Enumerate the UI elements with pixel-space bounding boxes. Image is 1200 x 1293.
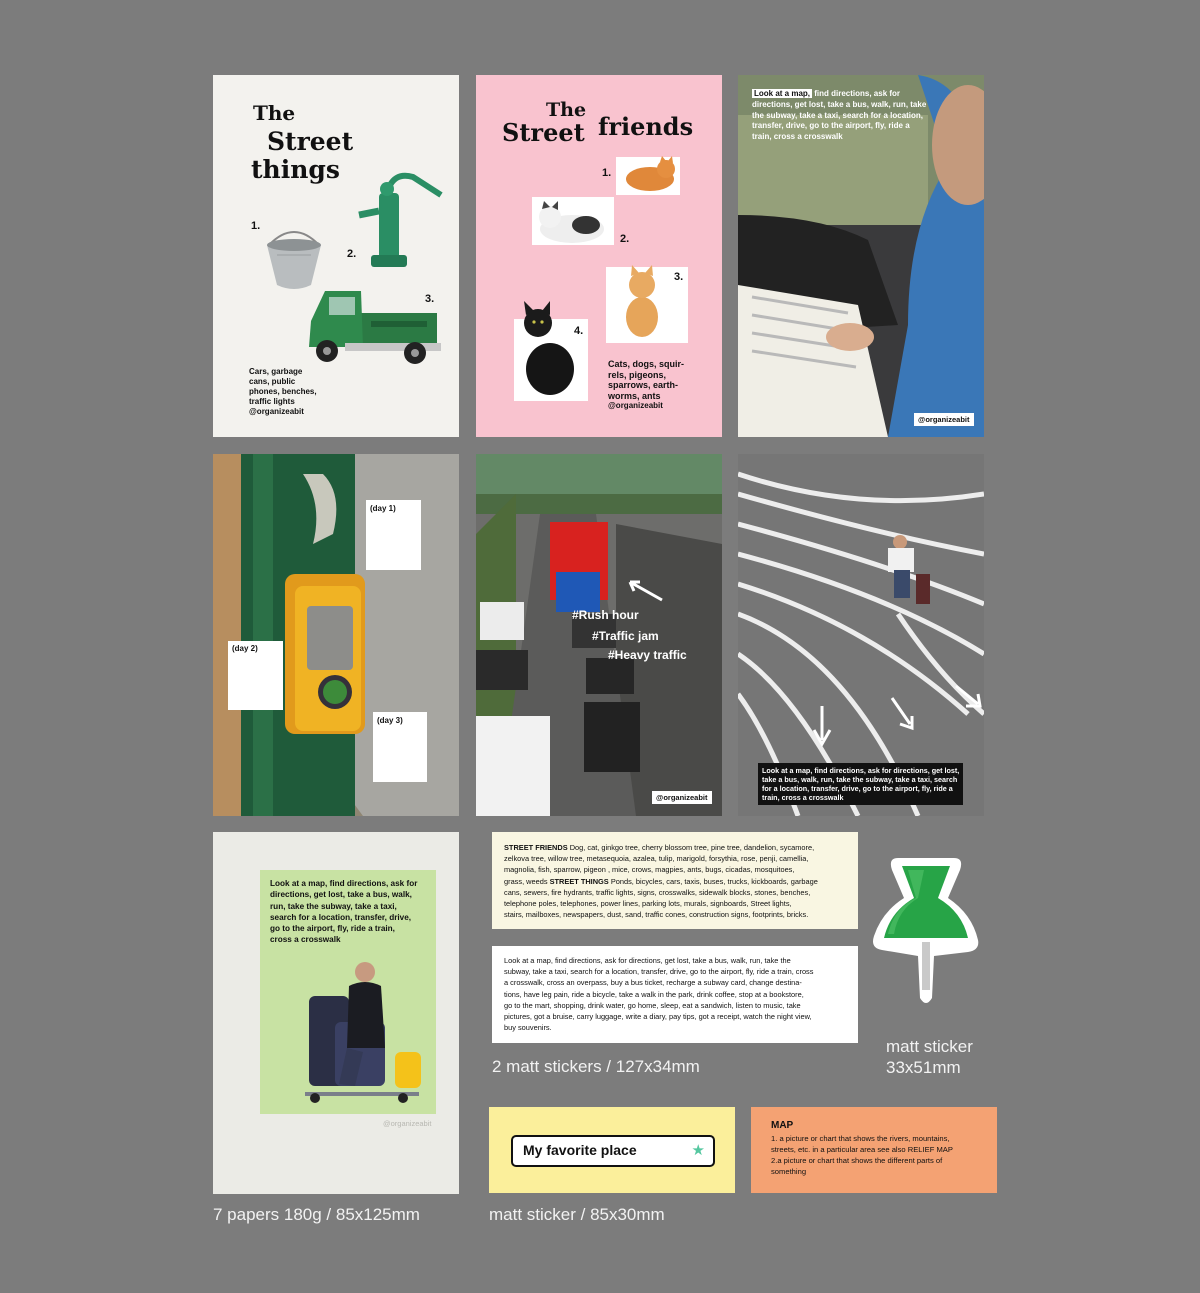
star-icon: ★ (691, 1141, 705, 1159)
title-line-2: Street (267, 127, 354, 156)
caption-pin-line1: matt sticker (886, 1037, 973, 1056)
white-cat-image (532, 193, 616, 247)
card-map-reading (738, 75, 984, 437)
day-label: (day 3) (377, 716, 403, 725)
favorite-place-label: My favorite place (523, 1142, 637, 1158)
handle: @organizeabit (249, 407, 304, 416)
card-traffic (476, 454, 722, 816)
hashtag-rush-hour: #Rush hour (572, 608, 639, 622)
card-crosswalk-button (213, 454, 459, 816)
green-truck-image (305, 287, 441, 369)
panel-text: Look at a map, find directions, ask for directions, get lost, take a bus, walk, run, take the subway, take a taxi, search for a location, transfer, drive, go to the airport, fly, ride a train, cross a crosswalk (270, 879, 418, 945)
favorite-place-field (511, 1135, 715, 1167)
item-number: 4. (574, 325, 584, 337)
overlay-text: Look at a map, find directions, ask for directions, get lost, take a bus, walk, run, take the subway, take a taxi, search for a location, transfer, drive, go to the airport, fly, ride a train, cross a crosswalk (758, 763, 963, 805)
description: Cats, dogs, squir- rels, pigeons, sparrows, earth- worms, ants @organizeabit (608, 359, 685, 411)
item-number: 2. (347, 248, 357, 260)
sticker-street-words (492, 832, 858, 929)
card-street-things (213, 75, 459, 437)
item-number: 3. (674, 271, 684, 283)
sticker-actions-words-text: Look at a map, find directions, ask for directions, get lost, take a bus, walk, run, take the subway, take a taxi, search for a location, transfer, drive, go to the airport, fly, ride a train, cross a crosswalk, cross an overpass, buy a bus ticket, recharge a subway card, change destina- tions, have leg pain, ride a bicycle, take a walk in the park, drink coffee, stop at a bookstore, go to the mart, shopping, drink water, go home, sleep, eat a sandwich, listen to music, take pictures, got a bruise, carry luggage, write a diary, pay tips, got a receipt, watch the night view, buy souvenirs. (504, 956, 814, 1033)
description: Cars, garbage cans, public phones, benches, traffic lights @organizeabit (249, 367, 317, 416)
highlight-text: Look at a map, (754, 89, 811, 98)
sticker-map-definition (751, 1107, 997, 1193)
orange-cat-image (618, 153, 678, 193)
skate-lines-photo (738, 454, 984, 816)
item-number: 2. (620, 233, 630, 245)
title-line-2a: Street (502, 118, 585, 147)
tabby-cat-image (612, 261, 676, 341)
card-street-friends (476, 75, 722, 437)
sticker-street-words-text: STREET FRIENDS Dog, cat, ginkgo tree, cherry blossom tree, pine tree, dandelion, sycamore, zelkova tree, willow tree, metasequoia, azalea, tulip, marigold, forsythia, rose, penji, camellia, magnolia, fish, sparrow, pigeon , mice, crows, magpies, ants, bugs, cicadas, mosquitoes, grass, weeds STREET THINGS Ponds, bicycles, cars, taxis, buses, trucks, kickboards, garbage cans, sewers, fire hydrants, traffic lights, signs, crosswalks, sidewalk blocks, stones, benches, telephone poles, telephones, power lines, parking lots, murals, signboards, Street lights, stairs, mailboxes, newspapers, dust, sand, traffic cones, construction signs, footprints, bricks. (504, 843, 818, 920)
title-line-1: The (253, 101, 296, 125)
day-label: (day 1) (370, 504, 396, 513)
hashtag-traffic-jam: #Traffic jam (592, 629, 659, 643)
caption-papers: 7 papers 180g / 85x125mm (213, 1205, 420, 1224)
push-pin-sticker (868, 852, 984, 1012)
black-cat-image (512, 297, 586, 397)
item-number: 1. (602, 167, 612, 179)
caption-stickers: 2 matt stickers / 127x34mm (492, 1057, 700, 1076)
handle: @organizeabit (652, 791, 712, 804)
sticker-favorite-place (489, 1107, 735, 1193)
title-line-3: things (251, 155, 340, 184)
water-pump-image (353, 171, 445, 269)
hashtag-heavy-traffic: #Heavy traffic (608, 648, 687, 662)
day-label: (day 2) (232, 644, 258, 653)
caption-favorite: matt sticker / 85x30mm (489, 1205, 665, 1224)
map-definition: 1. a picture or chart that shows the rivers, mountains, streets, etc. in a particular area see also RELIEF MAP 2.a picture or chart that shows the different parts of something (771, 1134, 953, 1176)
bucket-image (263, 225, 325, 291)
handle: @organizeabit (914, 413, 974, 426)
handle: @organizeabit (383, 1119, 432, 1128)
item-number: 3. (425, 293, 435, 305)
card-skate-park (738, 454, 984, 816)
title-line-1: The (546, 99, 587, 121)
map-title: MAP (771, 1120, 794, 1131)
item-number: 1. (251, 220, 261, 232)
handle: @organizeabit (608, 401, 663, 411)
card-luggage (213, 832, 459, 1194)
sticker-actions-words (492, 946, 858, 1043)
overlay-text: Look at a map, find directions, ask for directions, get lost, take a bus, walk, run, take the subway, take a taxi, search for a location, transfer, drive, go to the airport, fly, ride a train, cross a crosswalk (752, 89, 927, 142)
title-line-2b: friends (598, 112, 694, 141)
luggage-cart-photo (299, 952, 429, 1104)
caption-pin-line2: 33x51mm (886, 1058, 961, 1077)
